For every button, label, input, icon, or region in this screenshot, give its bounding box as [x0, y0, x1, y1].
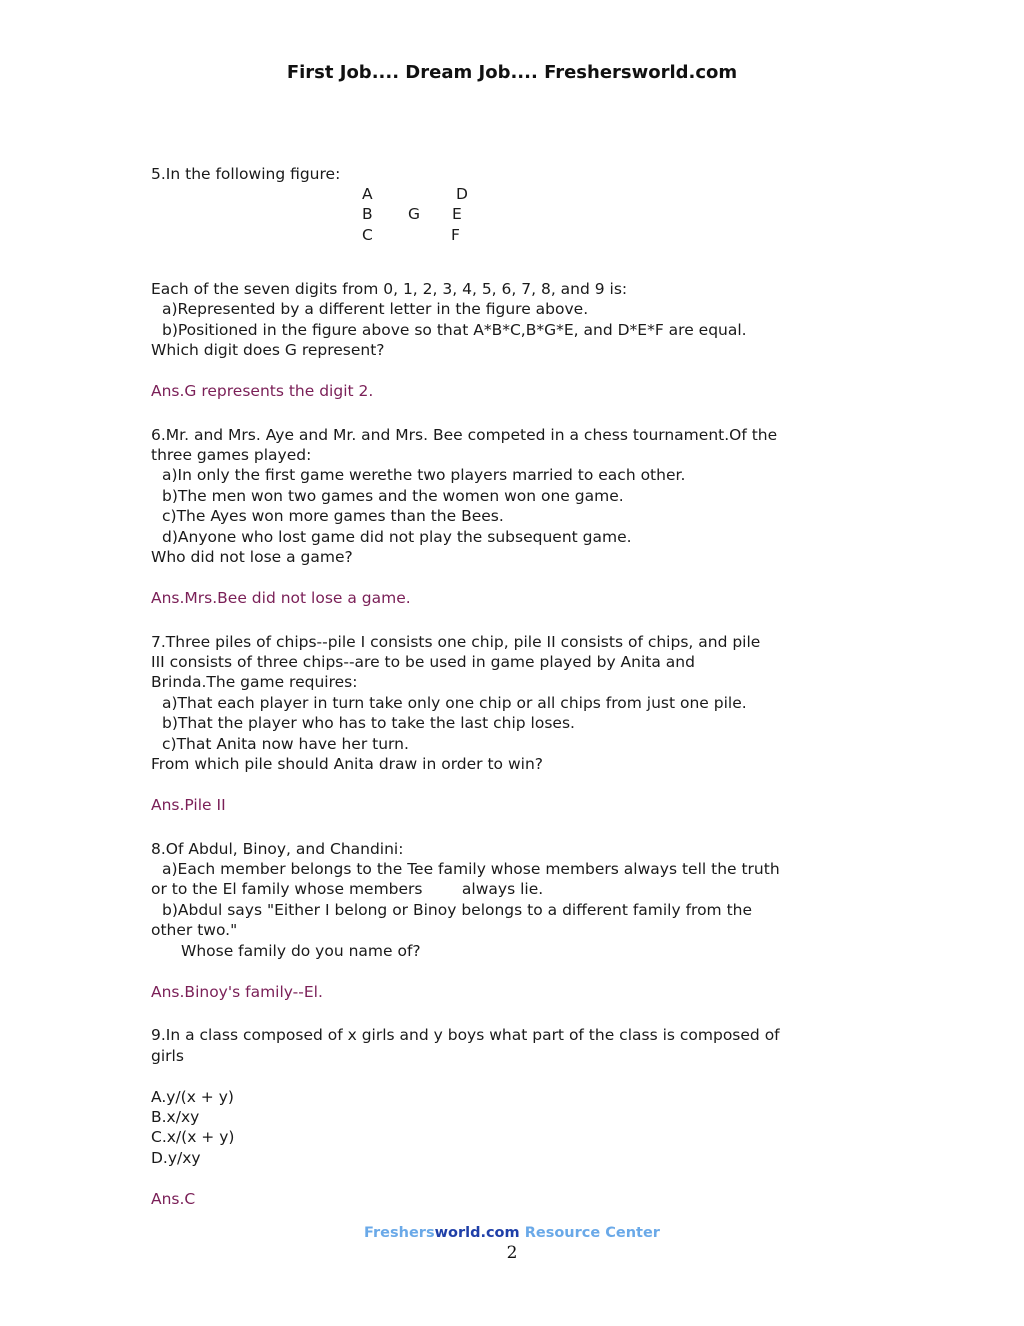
q9-option: C.x/(x + y) — [151, 1128, 235, 1147]
q8-line: Whose family do you name of? — [181, 941, 421, 960]
q9-line: girls — [151, 1046, 184, 1065]
q7-line: Brinda.The game requires: — [151, 673, 358, 692]
q7-line: a)That each player in turn take only one chip or all chips from just one pile. — [162, 693, 747, 712]
q9-option: A.y/(x + y) — [151, 1087, 234, 1106]
q7-line: From which pile should Anita draw in order to win? — [151, 755, 543, 774]
figure-letter-e: E — [452, 205, 462, 224]
q8-line: or to the El family whose members always lie. — [151, 880, 544, 899]
q8-line: a)Each member belongs to the Tee family whose members always tell the truth — [162, 860, 780, 879]
q9-line: 9.In a class composed of x girls and y boys what part of the class is composed of — [151, 1026, 780, 1045]
q7-answer: Ans.Pile II — [151, 795, 226, 814]
page-header-title: First Job.... Dream Job.... Freshersworld.com — [286, 62, 738, 83]
figure-letter-d: D — [456, 185, 468, 204]
q6-line: Who did not lose a game? — [151, 548, 353, 567]
q7-line: 7.Three piles of chips--pile I consists one chip, pile II consists of chips, and pile — [151, 632, 761, 651]
q6-line: d)Anyone who lost game did not play the subsequent game. — [162, 527, 632, 546]
q6-line: 6.Mr. and Mrs. Aye and Mr. and Mrs. Bee competed in a chess tournament.Of the — [151, 425, 778, 444]
q5-line: Each of the seven digits from 0, 1, 2, 3, 4, 5, 6, 7, 8, and 9 is: — [151, 279, 628, 298]
q8-line: 8.Of Abdul, Binoy, and Chandini: — [151, 839, 404, 858]
q6-line: b)The men won two games and the women won one game. — [162, 486, 624, 505]
figure-letter-a: A — [362, 185, 373, 204]
q6-line: a)In only the first game werethe two players married to each other. — [162, 466, 686, 485]
figure-letter-g: G — [408, 205, 421, 224]
q6-line: c)The Ayes won more games than the Bees. — [162, 507, 504, 526]
q5-answer: Ans.G represents the digit 2. — [151, 381, 374, 400]
q9-answer: Ans.C — [151, 1189, 196, 1208]
q5-line: a)Represented by a different letter in the figure above. — [162, 300, 589, 319]
footer-brand-freshers: Freshers — [364, 1225, 435, 1241]
figure-letter-b: B — [362, 205, 373, 224]
q7-line: c)That Anita now have her turn. — [162, 734, 409, 753]
figure-letter-f: F — [451, 226, 460, 245]
q8-line: other two." — [151, 921, 238, 940]
q5-title: 5.In the following figure: — [151, 165, 341, 183]
q8-line: b)Abdul says "Either I belong or Binoy belongs to a different family from the — [162, 900, 753, 919]
page-number: 2 — [506, 1243, 518, 1263]
footer-brand-world: world.com — [434, 1225, 520, 1241]
q6-line: three games played: — [151, 446, 312, 465]
page-footer — [0, 1225, 1024, 1241]
document-body — [151, 164, 851, 1209]
figure-letter-c: C — [362, 226, 373, 245]
q5-letter-figure — [151, 184, 851, 245]
q5-line: b)Positioned in the figure above so that A*B*C,B*G*E, and D*E*F are equal. — [162, 320, 747, 339]
footer-resource-center: Resource Center — [519, 1225, 660, 1241]
q9-option: D.y/xy — [151, 1148, 201, 1167]
q6-answer: Ans.Mrs.Bee did not lose a game. — [151, 588, 411, 607]
q9-option: B.x/xy — [151, 1107, 200, 1126]
q5-line: Which digit does G represent? — [151, 341, 385, 360]
q7-line: b)That the player who has to take the last chip loses. — [162, 714, 575, 733]
q8-answer: Ans.Binoy's family--El. — [151, 982, 323, 1001]
q7-line: III consists of three chips--are to be used in game played by Anita and — [151, 653, 695, 672]
